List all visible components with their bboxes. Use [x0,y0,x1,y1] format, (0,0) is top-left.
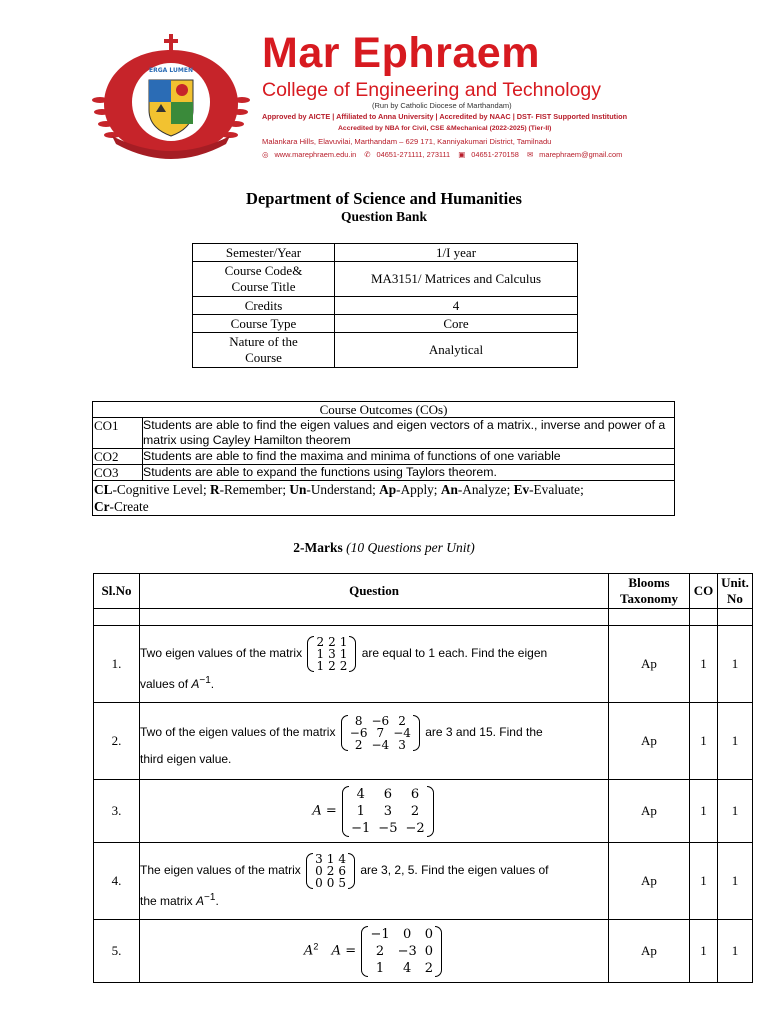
matrix-cell: 1 [356,803,365,819]
matrix-cell: 2 [328,658,336,673]
co-text: Students are able to find the eigen values and eigen vectors of a matrix., inverse and power of a matrix using Cayley Hamilton theorem [143,418,675,449]
question-text: Two of the eigen values of the matrix 8 −6 2 −6 7 −4 2 −4 3 are 3 and 15. Find the third eigen value. [140,703,609,780]
question-table [93,573,753,983]
matrix-cell: 1 [326,851,335,866]
matrix-cell: −1 [351,820,371,836]
info-label: Nature of the Course [193,333,335,368]
course-info-table [192,243,578,368]
matrix-cell: −4 [393,725,411,740]
college-logo [92,32,250,162]
info-label: Course Code& Course Title [193,262,335,297]
matrix-cell: 7 [376,725,385,740]
matrix-cell: −2 [405,820,425,836]
col-co: CO [690,574,718,609]
matrix-cell: 2 [316,634,325,649]
info-value: Core [335,315,578,333]
co-value: 1 [690,920,718,983]
matrix [361,926,442,977]
question-number: 2. [94,703,140,780]
matrix-cell: 0 [315,875,323,890]
course-outcomes-table [92,401,675,516]
college-subtitle: College of Engineering and Technology [262,79,601,101]
cognitive-level-legend: CL-Cognitive Level; R-Remember; Un-Understand; Ap-Apply; An-Analyze; Ev-Evaluate; Cr-Create [93,481,675,516]
co-value: 1 [690,703,718,780]
matrix-cell: 0 [424,926,434,942]
info-value: MA3151/ Matrices and Calculus [335,262,578,297]
matrix [306,853,355,889]
matrix-cell: 6 [383,786,393,802]
run-by: (Run by Catholic Diocese of Marthandam) [372,101,512,110]
col-unit: Unit. No [718,574,753,609]
question-number: 5. [94,920,140,983]
info-row [193,297,578,315]
fax-icon: ▣ [458,150,466,159]
matrix-cell: 4 [338,851,347,866]
unit-value: 1 [718,626,753,703]
unit-value: 1 [718,843,753,920]
blooms-level: Ap [609,780,690,843]
matrix-cell: 2 [375,943,385,959]
matrix-cell: 1 [316,658,325,673]
email[interactable]: marephraem@gmail.com [539,150,623,159]
marks-heading: 2-Marks (10 Questions per Unit) [293,540,475,555]
approvals: Approved by AICTE | Affiliated to Anna University | Accredited by NAAC | DST- FIST Supported Institution [262,112,628,121]
unit-value: 1 [718,703,753,780]
matrix-cell: 5 [338,875,347,890]
info-value: 1/I year [335,244,578,262]
document-title: Question Bank [341,209,427,224]
co-row [93,449,675,465]
matrix-cell: 1 [375,960,385,976]
matrix-cell: 6 [410,786,420,802]
matrix-cell: 3 [328,646,336,661]
matrix-cell: −1 [370,926,390,942]
question-row [94,780,753,843]
matrix-cell: 1 [339,646,348,661]
matrix-cell: 0 [403,926,412,942]
blooms-level: Ap [609,703,690,780]
co-value: 1 [690,843,718,920]
question-number: 4. [94,843,140,920]
info-label: Course Type [193,315,335,333]
unit-value: 1 [718,780,753,843]
matrix-cell: 4 [356,786,365,802]
matrix-cell: 3 [315,851,323,866]
matrix-cell: 0 [326,875,335,890]
question-text: Two eigen values of the matrix 2 2 1 1 3 1 1 2 2 are equal to 1 each. Find the eigen values of $A^{-1}$. [140,626,609,703]
col-slno: Sl.No [94,574,140,609]
matrix-cell: 1 [316,646,325,661]
address: Malankara Hills, Elavuvilai, Marthandam – 629 171, Kanniyakumari District, Tamilnadu [262,137,552,146]
question-row [94,703,753,780]
department-title: Department of Science and Humanities [246,189,522,208]
col-question: Question [140,574,609,609]
mail-icon: ✉ [526,150,534,159]
matrix-cell: −6 [349,725,368,740]
matrix-cell: 2 [398,713,406,728]
co-text: Students are able to find the maxima and minima of functions of one variable [143,449,675,465]
question-row [94,626,753,703]
co-id: CO2 [93,449,143,465]
matrix-cell: 2 [410,803,420,819]
matrix-cell: 2 [328,634,336,649]
co-row [93,465,675,481]
matrix-cell: −6 [371,713,390,728]
info-value: Analytical [335,333,578,368]
matrix-cell: 8 [354,713,363,728]
contact-line [262,150,628,159]
matrix-cell: 0 [424,943,434,959]
svg-text:ERGA LUMEN: ERGA LUMEN [149,67,193,74]
co-row [93,418,675,449]
blooms-level: Ap [609,843,690,920]
globe-icon: ◎ [262,150,269,159]
matrix-cell: −5 [378,820,398,836]
matrix-cell: 0 [315,863,323,878]
info-row [193,315,578,333]
website[interactable]: www.marephraem.edu.in [274,150,357,159]
matrix-cell: 2 [424,960,434,976]
matrix [341,715,420,751]
co-value: 1 [690,780,718,843]
co-id: CO1 [93,418,143,449]
blooms-level: Ap [609,626,690,703]
matrix-cell: −3 [397,943,417,959]
question-number: 3. [94,780,140,843]
info-row [193,244,578,262]
phone: 04651-271111, 273111 [376,150,451,159]
question-table-header [94,574,753,609]
blooms-level: Ap [609,920,690,983]
phone-icon: ✆ [364,150,371,159]
info-row [193,333,578,368]
course-outcomes-title: Course Outcomes (COs) [93,402,675,418]
question-text: A = 4 6 6 1 3 2 −1 −5 −2 [140,780,609,843]
unit-value: 1 [718,920,753,983]
question-text: The eigen values of the matrix 3 1 4 0 2 6 0 0 5 are 3, 2, 5. Find the eigen values of the matrix $A^{-1}$. [140,843,609,920]
matrix-cell: 2 [354,737,363,752]
co-id: CO3 [93,465,143,481]
matrix-cell: 4 [403,960,412,976]
matrix-cell: 2 [339,658,348,673]
nba-accreditation: Accredited by NBA for Civil, CSE &Mechanical (2022-2025) (Tier-II) [338,125,552,132]
info-label: Semester/Year [193,244,335,262]
matrix-cell: 3 [383,803,393,819]
info-value: 4 [335,297,578,315]
matrix [342,786,434,837]
fax: 04651-270158 [471,150,519,159]
matrix-cell: 6 [338,863,347,878]
matrix-cell: 2 [326,863,335,878]
co-value: 1 [690,626,718,703]
question-row [94,843,753,920]
college-name: Mar Ephraem [262,29,540,77]
co-text: Students are able to expand the functions using Taylors theorem. [143,465,675,481]
question-row [94,920,753,983]
matrix-cell: −4 [371,737,390,752]
info-row [193,262,578,297]
col-blooms: Blooms Taxonomy [609,574,690,609]
question-number: 1. [94,626,140,703]
question-text: $A^2$ A = −1 0 0 2 −3 0 1 4 2 [140,920,609,983]
matrix [307,636,356,672]
matrix-cell: 3 [398,737,406,752]
matrix-cell: 1 [339,634,348,649]
info-label: Credits [193,297,335,315]
